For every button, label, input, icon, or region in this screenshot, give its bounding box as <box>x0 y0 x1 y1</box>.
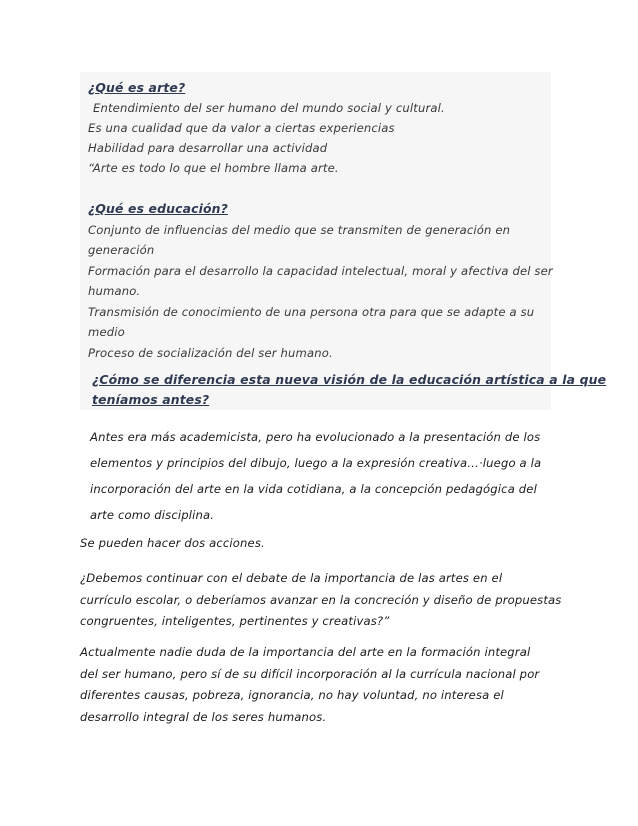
educacion-line: humano. <box>88 284 141 298</box>
section-diferencia-body <box>90 424 541 528</box>
arte-line: “Arte es todo lo que el hombre llama arte. <box>88 161 339 175</box>
section-acciones <box>80 533 265 553</box>
section-actualmente <box>80 642 539 728</box>
arte-line: Entendimiento del ser humano del mundo social y cultural. <box>93 101 445 115</box>
arte-line: Habilidad para desarrollar una actividad <box>88 141 328 155</box>
diferencia-line: Antes era más academicista, pero ha evolucionado a la presentación de los <box>90 430 541 444</box>
educacion-line: Conjunto de influencias del medio que se transmiten de generación en <box>88 222 511 237</box>
arte-line: Es una cualidad que da valor a ciertas experiencias <box>88 121 395 135</box>
heading-que-es-educacion: ¿Qué es educación? <box>88 201 228 216</box>
actualmente-line: Actualmente nadie duda de la importancia del arte en la formación integral <box>80 645 531 659</box>
educacion-line: Proceso de socialización del ser humano. <box>88 345 333 360</box>
pregunta-line: congruentes, inteligentes, pertinentes y creativas?” <box>80 614 390 628</box>
educacion-line: medio <box>88 325 125 339</box>
actualmente-line: desarrollo integral de los seres humanos. <box>80 709 327 724</box>
educacion-line: Formación para el desarrollo la capacidad intelectual, moral y afectiva del ser <box>88 263 553 278</box>
diferencia-line: arte como disciplina. <box>90 508 215 522</box>
actualmente-line: del ser humano, pero sí de su difícil incorporación al la currícula nacional por <box>80 666 540 681</box>
section-educacion <box>88 199 553 363</box>
actualmente-line: diferentes causas, pobreza, ignorancia, no hay voluntad, no interesa el <box>80 688 504 702</box>
section-arte <box>88 78 445 178</box>
educacion-line: Transmisión de conocimiento de una persona otra para que se adapte a su <box>88 304 535 319</box>
diferencia-line: elementos y principios del dibujo, luego a la expresión creativa…·luego a la <box>90 456 542 470</box>
heading-como-se-diferencia: ¿Cómo se diferencia esta nueva visión de la educación artística a la que <box>92 372 607 387</box>
section-diferencia-heading <box>92 370 606 410</box>
pregunta-line: ¿Debemos continuar con el debate de la importancia de las artes en el <box>80 571 503 585</box>
section-pregunta <box>80 568 562 633</box>
heading-que-es-arte: ¿Qué es arte? <box>88 80 186 95</box>
heading-como-se-diferencia-cont: teníamos antes? <box>92 392 210 407</box>
acciones-text: Se pueden hacer dos acciones. <box>80 536 265 550</box>
educacion-line: generación <box>88 243 155 257</box>
pregunta-line: currículo escolar, o deberíamos avanzar en la concreción y diseño de propuestas <box>80 592 562 607</box>
diferencia-line: incorporación del arte en la vida cotidiana, a la concepción pedagógica del <box>90 482 537 496</box>
